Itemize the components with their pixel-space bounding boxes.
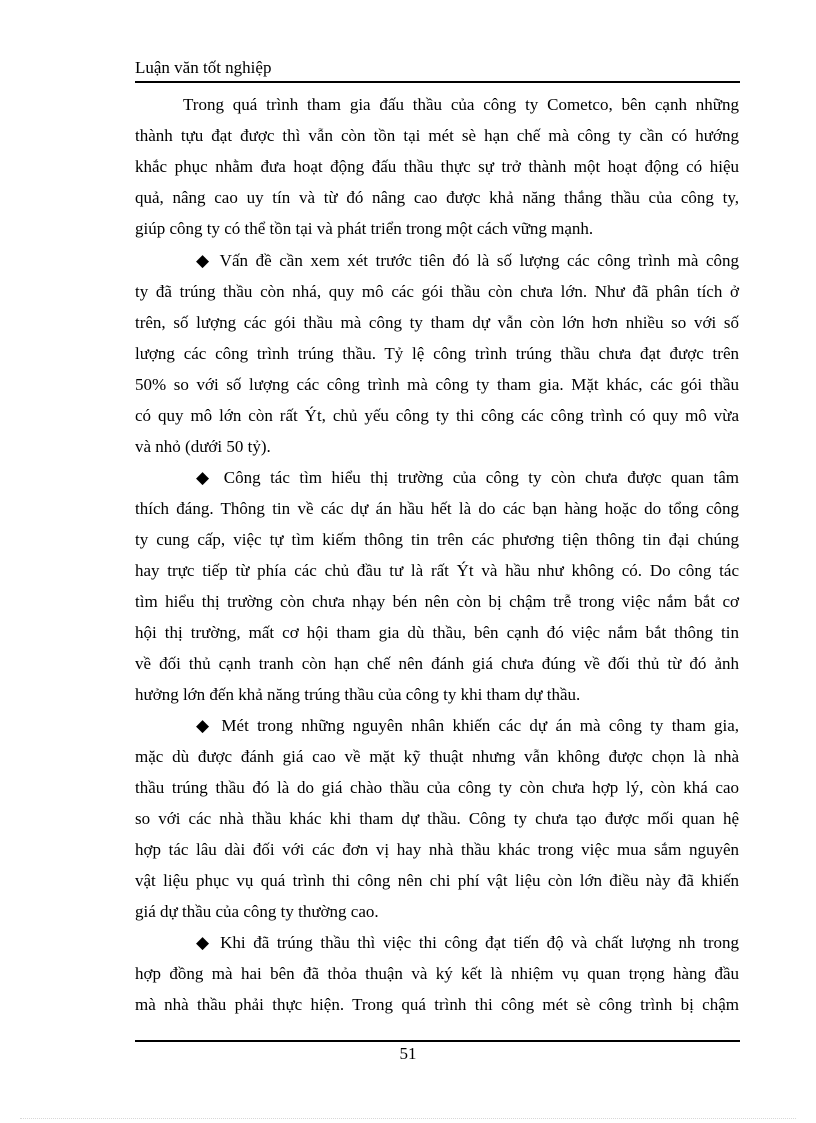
text-line: hưởng lớn đến khả năng trúng thầu của công ty khi tham dự thầu. (135, 685, 581, 704)
text-line: tìm hiểu thị trường còn chưa nhạy bén nên còn bị chậm trễ trong việc nắm bắt cơ (135, 592, 739, 611)
text-line: hay trực tiếp từ phía các chủ đầu tư là rất Ýt và hầu như không có. Do công tác (135, 561, 739, 580)
text-line: ◆ Mét trong những nguyên nhân khiến các dự án mà công ty tham gia, (196, 716, 739, 735)
page-header (135, 57, 740, 83)
text-line: so với các nhà thầu khác khi tham dự thầu. Công ty chưa tạo được mối quan hệ (135, 809, 739, 828)
text-line: giá dự thầu của công ty thường cao. (135, 902, 379, 921)
text-line: ◆ Vấn đề cần xem xét trước tiên đó là số lượng các công trình mà công (196, 251, 739, 270)
text-line: khắc phục nhằm đưa hoạt động đấu thầu thực sự trở thành một hoạt động có hiệu (135, 157, 739, 176)
text-line: và nhỏ (dưới 50 tỷ). (135, 437, 271, 456)
text-line: ◆ Công tác tìm hiểu thị trường của công ty còn chưa được quan tâm (196, 468, 739, 487)
page-edge-divider (20, 1118, 796, 1119)
text-line: Trong quá trình tham gia đấu thầu của công ty Cometco, bên cạnh những (183, 95, 739, 114)
text-line: trên, số lượng các gói thầu mà công ty tham dự vẫn còn lớn hơn nhiều so với số (135, 313, 739, 332)
text-line: giúp công ty có thể tồn tại và phát triển trong một cách vững mạnh. (135, 219, 594, 238)
text-line: hợp tác lâu dài đối với các đơn vị hay nhà thầu khác trong việc mua sắm nguyên (135, 840, 739, 859)
footer-rule (135, 1040, 740, 1042)
text-line: quả, nâng cao uy tín và từ đó nâng cao được khả năng thắng thầu của công ty, (135, 188, 739, 207)
text-line: lượng các công trình trúng thầu. Tỷ lệ công trình trúng thầu chưa đạt được trên (135, 344, 739, 363)
text-line: có quy mô lớn còn rất Ýt, chủ yếu công ty thi công các công trình có quy mô vừa (135, 406, 739, 425)
text-line: hội thị trường, mất cơ hội tham gia dù thầu, bên cạnh đó việc nắm bắt thông tin (135, 623, 739, 642)
text-line: ◆ Khi đã trúng thầu thì việc thi công đạt tiến độ và chất lượng nh trong (196, 933, 739, 952)
page-number: 51 (399, 1044, 417, 1063)
text-line: về đối thủ cạnh tranh còn hạn chế nên đánh giá chưa đúng về đối thủ từ đó ảnh (135, 654, 739, 673)
text-line: hợp đồng mà hai bên đã thỏa thuận và ký kết là nhiệm vụ quan trọng hàng đầu (135, 964, 739, 983)
text-line: 50% so với số lượng các công trình mà công ty tham gia. Mặt khác, các gói thầu (135, 375, 739, 394)
text-line: thầu trúng thầu đó là do giá chào thầu của công ty còn chưa hợp lý, còn khá cao (135, 778, 739, 797)
header-title: Luận văn tốt nghiệp (135, 58, 272, 77)
text-line: ty đã trúng thầu còn nhá, quy mô các gói thầu còn chưa lớn. Như đã phân tích ở (135, 282, 739, 301)
text-line: mà nhà thầu phải thực hiện. Trong quá trình thi công mét sè công trình bị chậm (135, 995, 739, 1014)
text-line: thích đáng. Thông tin về các dự án hầu hết là do các bạn hàng hoặc do tổng công (135, 499, 739, 518)
text-line: mặc dù được đánh giá cao về mặt kỹ thuật nhưng vẫn không được chọn là nhà (135, 747, 739, 766)
text-line: ty cung cấp, việc tự tìm kiếm thông tin trên các phương tiện thông tin đại chúng (135, 530, 739, 549)
text-line: vật liệu phục vụ quá trình thi công nên chi phí vật liệu còn lớn điều này đã khiến (135, 871, 739, 890)
text-line: thành tựu đạt được thì vẫn còn tồn tại mét sè hạn chế mà công ty cần có hướng (135, 126, 739, 145)
